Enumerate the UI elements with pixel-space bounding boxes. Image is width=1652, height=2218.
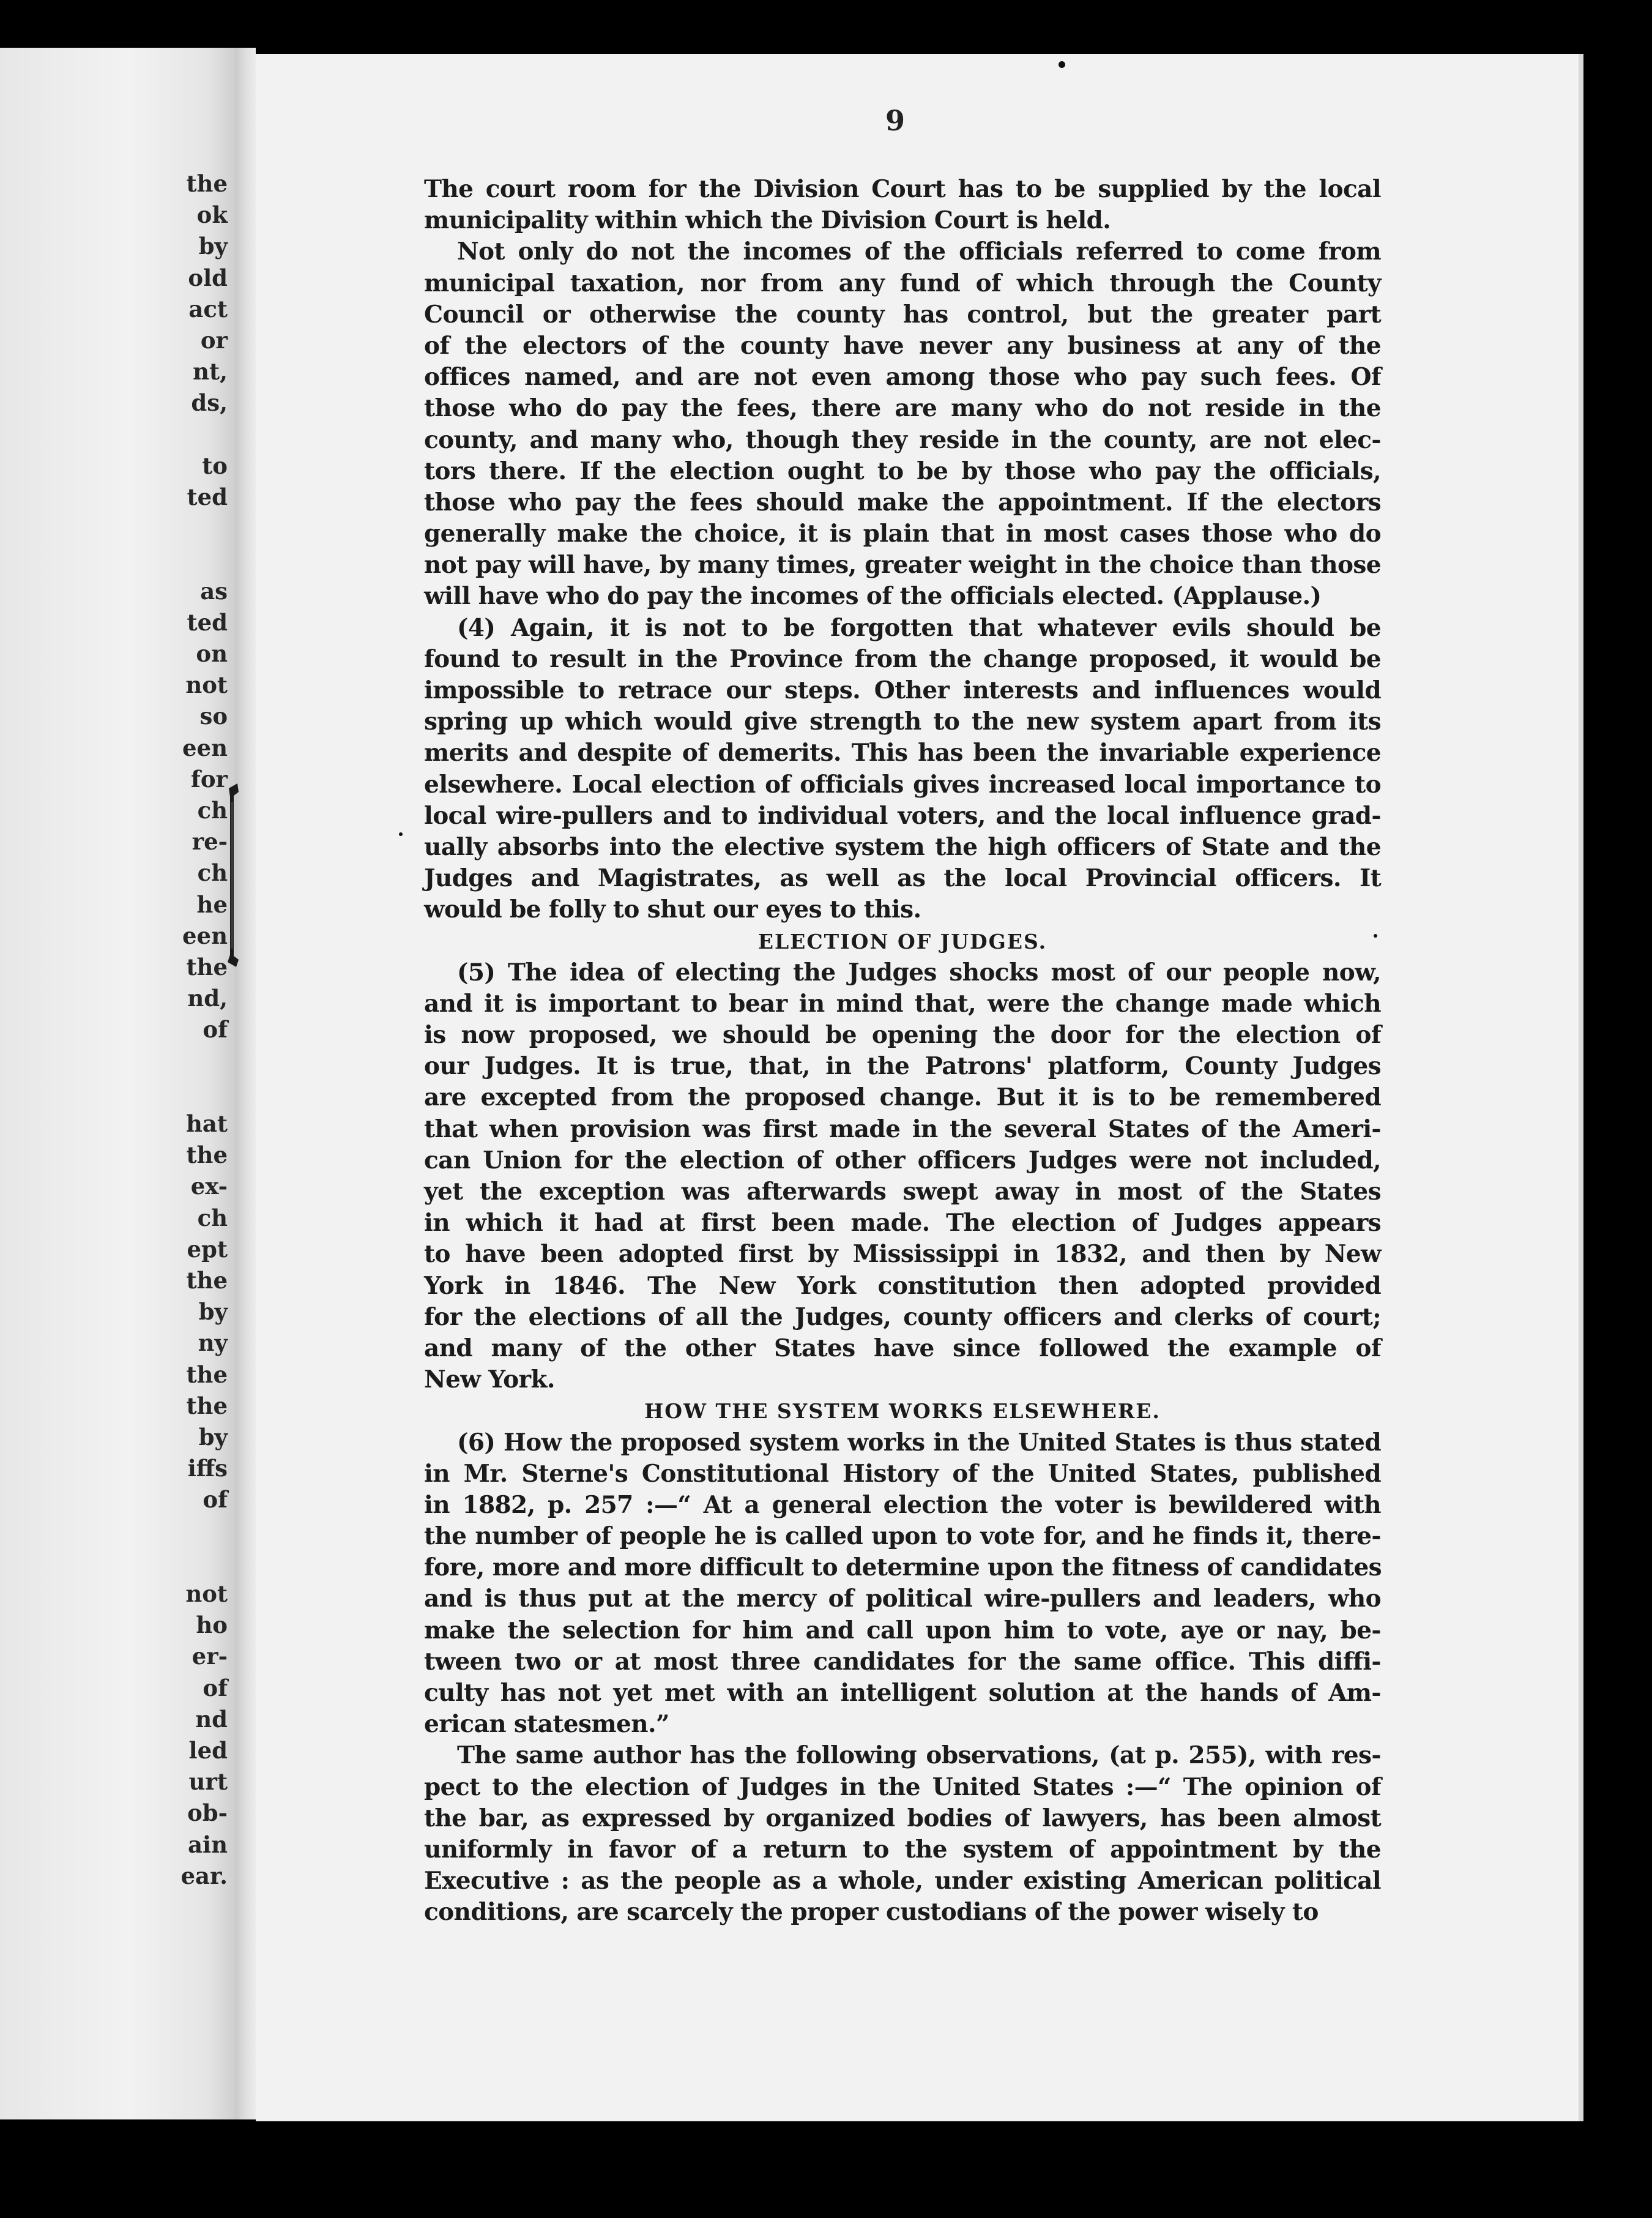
- paragraph: [424, 613, 1381, 926]
- text-line: merits and despite of demerits. This has been the invariable experience: [424, 739, 1381, 767]
- left-page-fragment: ch: [197, 859, 228, 887]
- section-heading: ELECTION OF JUDGES.: [757, 929, 1047, 954]
- text-line: of the electors of the county have never any business at any of the: [424, 331, 1381, 360]
- text-line: York in 1846. The New York constitution then adopted provided: [424, 1271, 1381, 1300]
- text-line: would be folly to shut our eyes to this.: [424, 895, 921, 924]
- left-page-fragment: of: [203, 1486, 228, 1514]
- text-line: is now proposed, we should be opening the door for the election of: [424, 1021, 1381, 1050]
- text-line: in which it had at first been made. The election of Judges appears: [424, 1209, 1381, 1238]
- left-page-fragment: ch: [197, 1204, 228, 1231]
- left-page-fragment: nd,: [187, 985, 228, 1012]
- left-page-fragment: urt: [188, 1768, 228, 1796]
- left-page-fragment: as: [200, 577, 228, 605]
- text-line: Judges and Magistrates, as well as the local Provincial officers. It: [424, 864, 1381, 893]
- left-page-fragment: to: [202, 452, 228, 479]
- left-page-fragment: for: [190, 765, 228, 793]
- text-line: the bar, as expressed by organized bodies of lawyers, has been almost: [424, 1804, 1381, 1832]
- text-line: generally make the choice, it is plain that in most cases those who do: [424, 520, 1381, 548]
- text-line: Executive : as the people as a whole, under existing American political: [424, 1867, 1381, 1895]
- text-line: the number of people he is called upon to vote for, and he finds it, there-: [424, 1522, 1381, 1551]
- text-line: will have who do pay the incomes of the officials elected. (Applause.): [424, 582, 1322, 611]
- book-gutter: [235, 48, 256, 2119]
- text-line: and it is important to bear in mind that, were the change made which: [424, 989, 1381, 1018]
- paragraph: [424, 1740, 1381, 1928]
- left-page-fragment: by: [198, 233, 228, 260]
- text-line: our Judges. It is true, that, in the Patrons' platform, County Judges: [424, 1052, 1381, 1081]
- text-line: The same author has the following observations, (at p. 255), with res-: [457, 1741, 1381, 1770]
- text-line: and many of the other States have since followed the example of: [424, 1334, 1381, 1362]
- ink-speck: [399, 832, 403, 836]
- left-page-fragment: act: [188, 295, 228, 323]
- text-line: and is thus put at the mercy of political wire-pullers and leaders, who: [424, 1585, 1381, 1613]
- left-page-fragment: ept: [187, 1235, 228, 1263]
- text-line: to have been adopted first by Mississippi in 1832, and then by New: [424, 1240, 1381, 1269]
- text-line: culty has not yet met with an intelligent solution at the hands of Am-: [424, 1679, 1381, 1707]
- left-page-fragment: on: [196, 640, 228, 667]
- text-line: conditions, are scarcely the proper custodians of the power wisely to: [424, 1898, 1319, 1927]
- text-line: (4) Again, it is not to be forgotten that whatever evils should be: [457, 613, 1381, 642]
- left-page-fragment: old: [188, 264, 228, 291]
- left-page-fragment: the: [186, 170, 228, 197]
- section-heading: HOW THE SYSTEM WORKS ELSEWHERE.: [644, 1399, 1161, 1424]
- text-line: (6) How the proposed system works in the United States is thus stated: [457, 1428, 1381, 1457]
- text-line: those who do pay the fees, there are many who do not reside in the: [424, 394, 1381, 423]
- text-line: The court room for the Division Court has to be supplied by the local: [424, 175, 1381, 203]
- left-page-fragment: by: [198, 1298, 228, 1326]
- left-page-fragment: so: [199, 703, 228, 730]
- text-line: are excepted from the proposed change. But it is to be remembered: [424, 1083, 1381, 1112]
- left-page-fragment: the: [186, 1361, 228, 1388]
- text-column: [424, 174, 1381, 1929]
- text-line: uniformly in favor of a return to the system of appointment by the: [424, 1835, 1381, 1864]
- page-number: 9: [885, 104, 905, 137]
- left-page-fragment: ok: [196, 201, 228, 229]
- left-page-fragment: hat: [186, 1110, 228, 1137]
- text-line: fore, more and more difficult to determine upon the fitness of candidates: [424, 1553, 1382, 1582]
- left-page-fragment: ds,: [191, 389, 228, 417]
- text-line: municipality within which the Division Court is held.: [424, 206, 1111, 235]
- paragraph: [424, 174, 1381, 236]
- left-page-fragment: of: [203, 1674, 228, 1701]
- text-line: that when provision was first made in the several States of the Ameri-: [424, 1115, 1381, 1143]
- text-line: erican statesmen.”: [424, 1710, 669, 1739]
- left-page-fragment: not: [185, 671, 228, 699]
- text-line: municipal taxation, nor from any fund of which through the County: [424, 269, 1381, 297]
- left-page-fragment: the: [186, 1392, 228, 1419]
- left-page-fragment: of: [203, 1016, 228, 1044]
- left-page-fragment: ob-: [187, 1799, 228, 1827]
- left-page-fragment: ho: [196, 1611, 228, 1639]
- left-page-fragment: re-: [192, 828, 228, 856]
- left-page-fragment: or: [200, 327, 228, 354]
- paragraph: [424, 1427, 1381, 1741]
- text-line: elsewhere. Local election of officials gives increased local importance to: [424, 770, 1381, 799]
- text-line: found to result in the Province from the change proposed, it would be: [424, 644, 1381, 673]
- ink-speck: [1059, 61, 1065, 68]
- text-line: offices named, and are not even among those who pay such fees. Of: [424, 363, 1381, 392]
- text-line: county, and many who, though they reside in the county, are not elec-: [424, 425, 1381, 454]
- left-page-fragment: led: [188, 1737, 228, 1764]
- left-page-fragment: ny: [198, 1329, 228, 1357]
- left-page-fragment: the: [186, 954, 228, 980]
- previous-page-edge: [0, 48, 235, 2119]
- left-page-fragment: ted: [187, 484, 228, 510]
- text-line: those who pay the fees should make the appointment. If the electors: [424, 488, 1381, 517]
- text-line: in Mr. Sterne's Constitutional History of the United States, published: [424, 1459, 1381, 1488]
- paragraph: [424, 236, 1381, 612]
- text-line: yet the exception was afterwards swept away in most of the States: [424, 1178, 1381, 1206]
- text-line: for the elections of all the Judges, county officers and clerks of court;: [424, 1302, 1381, 1331]
- text-line: ually absorbs into the elective system the high officers of State and the: [424, 832, 1381, 861]
- text-line: local wire-pullers and to individual voters, and the local influence grad-: [424, 801, 1381, 830]
- text-line: in 1882, p. 257 :—“ At a general election the voter is bewildered with: [424, 1490, 1381, 1519]
- text-line: Council or otherwise the county has control, but the greater part: [424, 300, 1381, 329]
- left-page-fragment: nd: [195, 1705, 228, 1733]
- left-page-fragment: the: [186, 1267, 228, 1294]
- left-page-fragment: ch: [197, 797, 228, 824]
- text-line: tween two or at most three candidates for the same office. This diffi-: [424, 1647, 1381, 1676]
- text-line: New York.: [424, 1365, 555, 1394]
- left-page-fragment: iffs: [187, 1455, 228, 1482]
- binding-clip: [225, 783, 241, 967]
- left-page-fragment: not: [185, 1580, 228, 1607]
- left-page-fragment: ted: [187, 608, 228, 636]
- left-page-fragment: er-: [192, 1643, 228, 1670]
- left-page-fragment: nt,: [193, 358, 228, 386]
- text-line: can Union for the election of other officers Judges were not included,: [424, 1146, 1381, 1174]
- left-page-fragment: een: [182, 734, 228, 761]
- left-page-fragment: ain: [188, 1831, 228, 1858]
- text-line: make the selection for him and call upon him to vote, aye or nay, be-: [424, 1616, 1381, 1645]
- text-line: tors there. If the election ought to be by those who pay the officials,: [424, 457, 1381, 485]
- text-line: spring up which would give strength to the new system apart from its: [424, 708, 1381, 736]
- left-page-fragment: the: [186, 1141, 228, 1169]
- left-page-fragment: een: [182, 922, 228, 949]
- left-page-fragment: he: [196, 891, 228, 918]
- paragraph: [424, 957, 1381, 1396]
- text-line: (5) The idea of electing the Judges shocks most of our people now,: [457, 958, 1381, 987]
- left-page-fragment: by: [198, 1424, 228, 1451]
- text-line: impossible to retrace our steps. Other interests and influences would: [424, 676, 1381, 704]
- text-line: not pay will have, by many times, greater weight in the choice than those: [424, 551, 1381, 580]
- text-line: pect to the election of Judges in the United States :—“ The opinion of: [424, 1772, 1381, 1801]
- left-page-fragment: ex-: [190, 1173, 228, 1200]
- left-page-fragment: ear.: [180, 1862, 228, 1889]
- page-right-edge: [1579, 54, 1583, 2121]
- text-line: Not only do not the incomes of the officials referred to come from: [457, 237, 1381, 266]
